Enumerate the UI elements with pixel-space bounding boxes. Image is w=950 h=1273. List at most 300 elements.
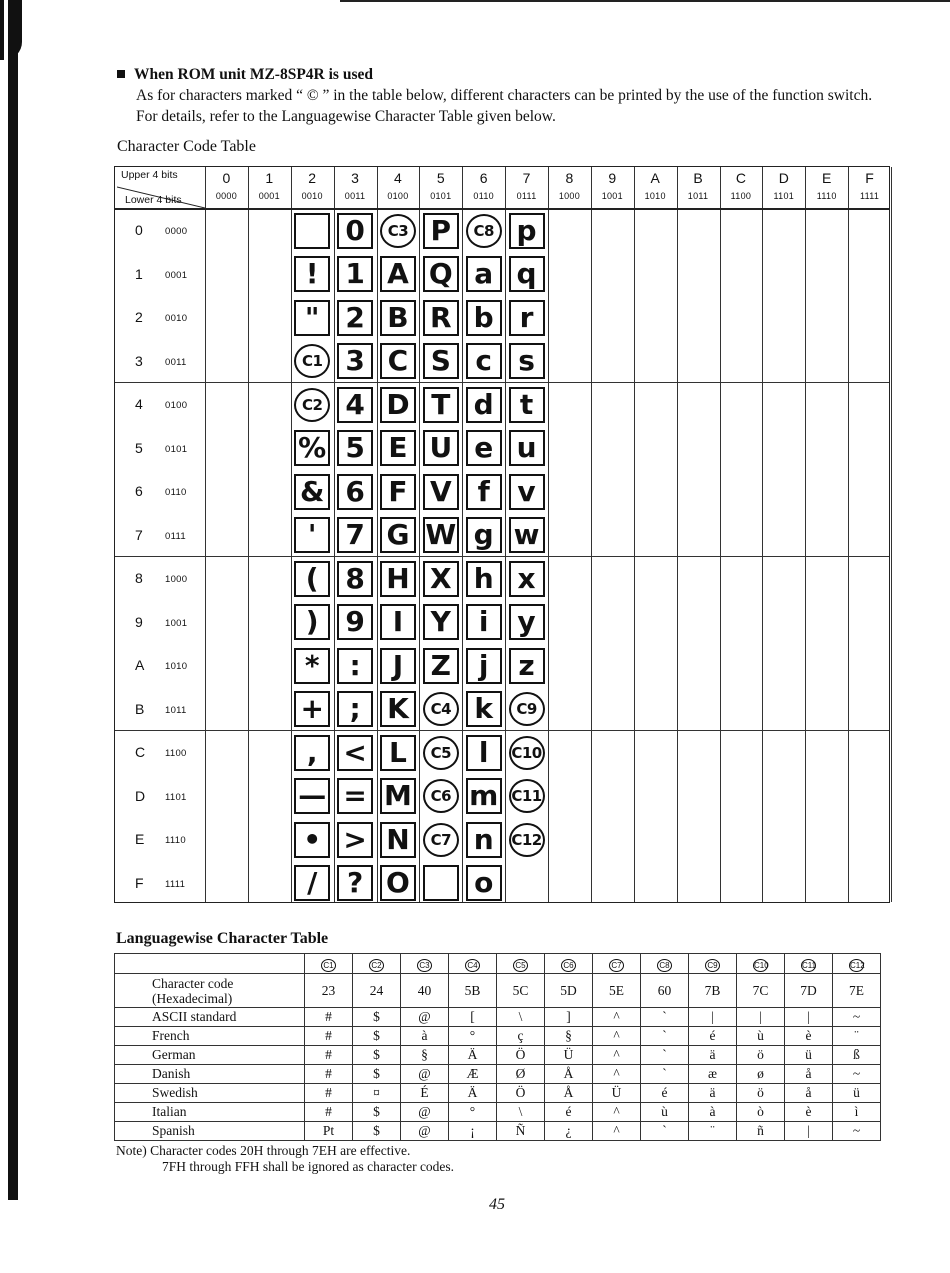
language-char-cell: ¤ xyxy=(353,1084,401,1103)
char-glyph: 5 xyxy=(337,430,373,466)
lct-language-row xyxy=(115,1084,881,1103)
lct-language-row xyxy=(115,1065,881,1084)
hex-code-cell: 5B xyxy=(449,974,497,1008)
language-char-cell: Æ xyxy=(449,1065,497,1084)
col-divider xyxy=(677,167,678,902)
hex-code-cell: 5C xyxy=(497,974,545,1008)
special-char-marker: C2 xyxy=(294,388,330,422)
column-hex: 4 xyxy=(394,170,402,186)
row-hex: 9 xyxy=(135,613,143,630)
column-header xyxy=(720,167,763,208)
char-glyph: x xyxy=(509,561,545,597)
column-bin: 1100 xyxy=(730,191,752,201)
char-glyph: ? xyxy=(337,865,373,901)
column-bin: 0010 xyxy=(301,191,323,201)
char-glyph: v xyxy=(509,474,545,510)
language-name: German xyxy=(115,1046,305,1065)
language-char-cell: ö xyxy=(737,1084,785,1103)
column-header xyxy=(805,167,848,208)
hex-code-cell: 60 xyxy=(641,974,689,1008)
character-code-table xyxy=(114,166,890,903)
hex-code-cell: 7C xyxy=(737,974,785,1008)
language-char-cell: ` xyxy=(641,1046,689,1065)
char-glyph: 1 xyxy=(337,256,373,292)
char-glyph: 9 xyxy=(337,604,373,640)
char-glyph: O xyxy=(380,865,416,901)
language-char-cell: Ä xyxy=(449,1046,497,1065)
char-glyph: Y xyxy=(423,604,459,640)
page-number: 45 xyxy=(489,1196,505,1213)
language-name: ASCII standard xyxy=(115,1008,305,1027)
char-glyph: b xyxy=(466,300,502,336)
top-rule xyxy=(340,0,950,2)
column-header xyxy=(762,167,805,208)
language-char-cell: @ xyxy=(401,1122,449,1141)
lct-caption: Languagewise Character Table xyxy=(116,930,329,947)
lct-language-row xyxy=(115,1122,881,1141)
row-bin: 1100 xyxy=(165,748,187,759)
column-hex: 2 xyxy=(308,170,317,186)
language-char-cell: Ø xyxy=(497,1065,545,1084)
row-group-divider xyxy=(115,382,889,383)
language-char-cell: @ xyxy=(401,1065,449,1084)
lct-body xyxy=(115,974,881,1141)
column-bin: 1010 xyxy=(644,191,666,201)
upper-bits-label: Upper 4 bits xyxy=(121,169,178,181)
char-glyph: R xyxy=(423,300,459,336)
char-glyph: • xyxy=(294,822,330,858)
language-char-cell: # xyxy=(305,1084,353,1103)
row-hex: 4 xyxy=(135,396,143,412)
circled-marker-icon: C3 xyxy=(417,959,432,972)
char-glyph: k xyxy=(466,691,502,727)
column-header xyxy=(248,167,291,208)
char-glyph: E xyxy=(380,430,416,466)
language-char-cell: § xyxy=(545,1027,593,1046)
char-glyph: Z xyxy=(423,648,459,684)
column-hex: C xyxy=(735,170,746,186)
language-char-cell: \ xyxy=(497,1008,545,1027)
row-bin: 1000 xyxy=(165,574,188,585)
char-glyph: m xyxy=(466,778,502,814)
special-char-marker: C7 xyxy=(423,823,459,857)
char-glyph: r xyxy=(509,300,545,336)
bullet-icon xyxy=(117,70,125,78)
language-name: French xyxy=(115,1027,305,1046)
language-char-cell: æ xyxy=(689,1065,737,1084)
language-char-cell: ä xyxy=(689,1046,737,1065)
special-char-marker: C4 xyxy=(423,692,459,726)
language-char-cell: | xyxy=(785,1122,833,1141)
column-hex: 5 xyxy=(436,170,445,186)
lct-language-row xyxy=(115,1027,881,1046)
lct-language-row xyxy=(115,1103,881,1122)
row-hex: 6 xyxy=(135,483,143,499)
column-header xyxy=(377,167,420,208)
language-char-cell: # xyxy=(305,1008,353,1027)
circled-marker-icon: C7 xyxy=(609,959,624,972)
char-glyph: M xyxy=(380,778,416,814)
column-hex: 1 xyxy=(265,170,274,186)
char-glyph: I xyxy=(380,604,416,640)
language-char-cell: ü xyxy=(785,1046,833,1065)
language-char-cell: ¿ xyxy=(545,1122,593,1141)
language-char-cell: ^ xyxy=(593,1122,641,1141)
column-bin: 1011 xyxy=(687,191,709,201)
hex-code-cell: 40 xyxy=(401,974,449,1008)
col-divider xyxy=(805,167,806,902)
char-glyph xyxy=(423,865,459,901)
char-glyph: w xyxy=(509,517,545,553)
language-char-cell: Ñ xyxy=(497,1122,545,1141)
char-glyph: + xyxy=(294,691,330,727)
language-char-cell: $ xyxy=(353,1008,401,1027)
char-glyph: ' xyxy=(294,517,330,553)
column-hex: 0 xyxy=(222,170,231,186)
char-glyph: s xyxy=(509,343,545,379)
language-char-cell: É xyxy=(401,1084,449,1103)
col-divider xyxy=(548,167,549,902)
lct-marker-header xyxy=(833,954,881,974)
language-char-cell: ß xyxy=(833,1046,881,1065)
lct-marker-header xyxy=(641,954,689,974)
language-char-cell: ù xyxy=(641,1103,689,1122)
char-glyph: 2 xyxy=(337,300,373,336)
char-glyph: ! xyxy=(294,256,330,292)
char-glyph: e xyxy=(466,430,502,466)
char-glyph: / xyxy=(294,865,330,901)
language-name: Danish xyxy=(115,1065,305,1084)
circled-marker-icon: C5 xyxy=(513,959,528,972)
column-header xyxy=(334,167,377,208)
hex-code-cell: 23 xyxy=(305,974,353,1008)
row-hex: 5 xyxy=(135,439,143,456)
language-char-cell: ö xyxy=(737,1046,785,1065)
row-bin: 0101 xyxy=(165,443,188,455)
column-header xyxy=(462,167,505,208)
column-bin: 1111 xyxy=(859,191,880,201)
language-char-cell: Å xyxy=(545,1084,593,1103)
row-hex: 2 xyxy=(135,309,143,325)
language-char-cell: ç xyxy=(497,1027,545,1046)
col-divider xyxy=(505,167,506,902)
hex-code-cell: 7E xyxy=(833,974,881,1008)
language-char-cell: ü xyxy=(833,1084,881,1103)
language-char-cell: ] xyxy=(545,1008,593,1027)
col-divider xyxy=(891,167,892,902)
language-char-cell: ä xyxy=(689,1084,737,1103)
column-header xyxy=(848,167,891,208)
language-char-cell: @ xyxy=(401,1008,449,1027)
row-bin: 0100 xyxy=(165,400,188,411)
char-glyph: h xyxy=(466,561,502,597)
language-char-cell: ¨ xyxy=(689,1122,737,1141)
column-header xyxy=(505,167,548,208)
char-glyph: W xyxy=(423,517,459,553)
col-divider xyxy=(462,167,463,902)
language-char-cell: ` xyxy=(641,1008,689,1027)
row-hex: 1 xyxy=(135,265,143,282)
language-char-cell: Ü xyxy=(593,1084,641,1103)
language-char-cell: @ xyxy=(401,1103,449,1122)
char-glyph: B xyxy=(380,300,416,336)
column-hex: 8 xyxy=(565,170,574,186)
row-group-divider xyxy=(115,556,889,557)
char-glyph: S xyxy=(423,343,459,379)
language-char-cell: # xyxy=(305,1065,353,1084)
row-hex: 8 xyxy=(135,570,143,586)
row-hex: 7 xyxy=(135,526,143,543)
row-bin: 0001 xyxy=(165,269,188,281)
special-char-marker: C6 xyxy=(423,779,459,813)
lct-language-row xyxy=(115,1046,881,1065)
lower-bits-label: Lower 4 bits xyxy=(125,194,182,206)
col-divider xyxy=(591,167,592,902)
code-label: Character code (Hexadecimal) xyxy=(115,974,305,1008)
hex-code-cell: 7D xyxy=(785,974,833,1008)
language-char-cell: ò xyxy=(737,1103,785,1122)
char-glyph: V xyxy=(423,474,459,510)
language-char-cell: $ xyxy=(353,1103,401,1122)
language-char-cell: Å xyxy=(545,1065,593,1084)
language-char-cell: à xyxy=(689,1103,737,1122)
special-char-marker: C11 xyxy=(509,779,545,813)
special-char-marker: C1 xyxy=(294,344,330,378)
lct-marker-header xyxy=(737,954,785,974)
language-char-cell: # xyxy=(305,1027,353,1046)
char-glyph: t xyxy=(509,387,545,423)
char-glyph: < xyxy=(337,735,373,771)
col-divider xyxy=(205,167,206,902)
language-char-cell: ì xyxy=(833,1103,881,1122)
char-glyph: P xyxy=(423,213,459,249)
col-divider xyxy=(334,167,335,902)
column-hex: F xyxy=(865,170,874,186)
char-glyph: X xyxy=(423,561,459,597)
column-bin: 0100 xyxy=(387,191,409,201)
column-bin: 0111 xyxy=(516,191,537,201)
col-divider xyxy=(419,167,420,902)
row-bin: 1010 xyxy=(165,661,188,672)
note-line-1: Note) Character codes 20H through 7EH are effective. xyxy=(116,1143,411,1158)
lct-marker-header xyxy=(497,954,545,974)
language-char-cell: $ xyxy=(353,1027,401,1046)
scan-edge xyxy=(0,0,22,1273)
char-glyph: d xyxy=(466,387,502,423)
char-glyph: q xyxy=(509,256,545,292)
lct-language-row xyxy=(115,1008,881,1027)
col-divider xyxy=(377,167,378,902)
column-bin: 0000 xyxy=(215,191,238,201)
column-header xyxy=(205,167,248,208)
language-char-cell: [ xyxy=(449,1008,497,1027)
language-char-cell: é xyxy=(689,1027,737,1046)
char-glyph: * xyxy=(294,648,330,684)
col-divider xyxy=(848,167,849,902)
row-bin: 0000 xyxy=(165,226,188,237)
language-char-cell: ¨ xyxy=(833,1027,881,1046)
language-char-cell: $ xyxy=(353,1122,401,1141)
char-glyph: y xyxy=(509,604,545,640)
special-char-marker: C5 xyxy=(423,736,459,770)
row-bin: 0010 xyxy=(165,313,188,324)
col-divider xyxy=(291,167,292,902)
language-char-cell: Ö xyxy=(497,1084,545,1103)
char-glyph: N xyxy=(380,822,416,858)
languagewise-table xyxy=(114,953,881,1141)
char-glyph: " xyxy=(294,300,330,336)
language-char-cell: å xyxy=(785,1065,833,1084)
char-glyph: n xyxy=(466,822,502,858)
char-glyph: p xyxy=(509,213,545,249)
language-char-cell: è xyxy=(785,1027,833,1046)
char-glyph: 4 xyxy=(337,387,373,423)
char-glyph xyxy=(294,213,330,249)
language-char-cell: $ xyxy=(353,1046,401,1065)
row-hex: D xyxy=(135,787,146,804)
language-char-cell: å xyxy=(785,1084,833,1103)
lct-marker-header xyxy=(785,954,833,974)
language-char-cell: é xyxy=(545,1103,593,1122)
cct-grid xyxy=(115,167,889,902)
char-glyph: H xyxy=(380,561,416,597)
language-char-cell: ` xyxy=(641,1027,689,1046)
language-char-cell: ~ xyxy=(833,1122,881,1141)
column-hex: 6 xyxy=(479,170,488,186)
lct-marker-header xyxy=(689,954,737,974)
column-bin: 0101 xyxy=(430,191,452,201)
header-divider xyxy=(115,208,889,210)
language-char-cell: Ä xyxy=(449,1084,497,1103)
cct-caption: Character Code Table xyxy=(117,138,256,155)
column-header xyxy=(291,167,334,208)
row-hex: 3 xyxy=(135,352,143,369)
language-char-cell: # xyxy=(305,1046,353,1065)
row-bin: 0111 xyxy=(165,530,186,542)
column-bin: 0110 xyxy=(473,191,494,201)
column-bin: 0011 xyxy=(344,191,366,201)
column-bin: 0001 xyxy=(258,191,280,201)
char-glyph: a xyxy=(466,256,502,292)
char-glyph: , xyxy=(294,735,330,771)
row-hex: 0 xyxy=(135,222,143,238)
language-char-cell: | xyxy=(785,1008,833,1027)
row-group-divider xyxy=(115,730,889,731)
char-glyph: D xyxy=(380,387,416,423)
column-header xyxy=(634,167,677,208)
char-glyph: c xyxy=(466,343,502,379)
lct-marker-header xyxy=(593,954,641,974)
row-hex: A xyxy=(135,657,145,673)
char-glyph: ; xyxy=(337,691,373,727)
special-char-marker: C10 xyxy=(509,736,545,770)
language-char-cell: ~ xyxy=(833,1065,881,1084)
row-hex: B xyxy=(135,700,145,717)
row-bin: 1011 xyxy=(165,704,187,716)
char-glyph: 0 xyxy=(337,213,373,249)
char-glyph: K xyxy=(380,691,416,727)
language-name: Italian xyxy=(115,1103,305,1122)
char-glyph: = xyxy=(337,778,373,814)
note xyxy=(116,1143,454,1175)
row-hex: E xyxy=(135,831,145,847)
language-char-cell: ` xyxy=(641,1065,689,1084)
circled-marker-icon: C6 xyxy=(561,959,576,972)
column-header xyxy=(591,167,634,208)
language-char-cell: à xyxy=(401,1027,449,1046)
char-glyph: j xyxy=(466,648,502,684)
row-bin: 1101 xyxy=(165,791,187,803)
col-divider xyxy=(248,167,249,902)
column-bin: 1001 xyxy=(601,191,623,201)
row-bin: 1110 xyxy=(165,835,186,846)
hex-code-cell: 5D xyxy=(545,974,593,1008)
char-glyph: 7 xyxy=(337,517,373,553)
language-char-cell: ^ xyxy=(593,1008,641,1027)
language-char-cell: | xyxy=(737,1008,785,1027)
column-hex: A xyxy=(650,170,660,186)
circled-marker-icon: C8 xyxy=(657,959,672,972)
column-hex: B xyxy=(693,170,703,186)
language-char-cell: ° xyxy=(449,1103,497,1122)
hex-code-cell: 24 xyxy=(353,974,401,1008)
circled-marker-icon: C10 xyxy=(754,960,769,970)
column-hex: E xyxy=(822,170,832,186)
column-hex: 9 xyxy=(608,170,617,186)
char-glyph: C xyxy=(380,343,416,379)
char-glyph: > xyxy=(337,822,373,858)
language-char-cell: ° xyxy=(449,1027,497,1046)
char-glyph: l xyxy=(466,735,502,771)
col-divider xyxy=(634,167,635,902)
column-hex: D xyxy=(778,170,789,186)
char-glyph: i xyxy=(466,604,502,640)
lct-marker-header xyxy=(401,954,449,974)
char-glyph: o xyxy=(466,865,502,901)
char-glyph: 3 xyxy=(337,343,373,379)
special-char-marker: C9 xyxy=(509,692,545,726)
column-bin: 1101 xyxy=(773,191,795,201)
language-char-cell: ø xyxy=(737,1065,785,1084)
language-char-cell: è xyxy=(785,1103,833,1122)
special-char-marker: C12 xyxy=(509,823,545,857)
char-glyph: : xyxy=(337,648,373,684)
language-name: Spanish xyxy=(115,1122,305,1141)
hex-code-cell: 5E xyxy=(593,974,641,1008)
language-char-cell: Ü xyxy=(545,1046,593,1065)
language-char-cell: # xyxy=(305,1103,353,1122)
row-hex: F xyxy=(135,874,144,891)
char-glyph: % xyxy=(294,430,330,466)
column-hex: 3 xyxy=(351,170,359,186)
lct-corner xyxy=(115,954,305,974)
lct-marker-header xyxy=(449,954,497,974)
language-char-cell: | xyxy=(689,1008,737,1027)
char-glyph: Q xyxy=(423,256,459,292)
intro-section xyxy=(117,64,897,127)
column-bin: 1000 xyxy=(558,191,581,201)
circled-marker-icon: C4 xyxy=(465,959,480,972)
lct-marker-header xyxy=(545,954,593,974)
char-glyph: f xyxy=(466,474,502,510)
char-glyph: u xyxy=(509,430,545,466)
language-char-cell: ^ xyxy=(593,1065,641,1084)
language-char-cell: ñ xyxy=(737,1122,785,1141)
char-glyph: g xyxy=(466,517,502,553)
language-char-cell: ` xyxy=(641,1122,689,1141)
char-glyph: 8 xyxy=(337,561,373,597)
char-glyph: U xyxy=(423,430,459,466)
